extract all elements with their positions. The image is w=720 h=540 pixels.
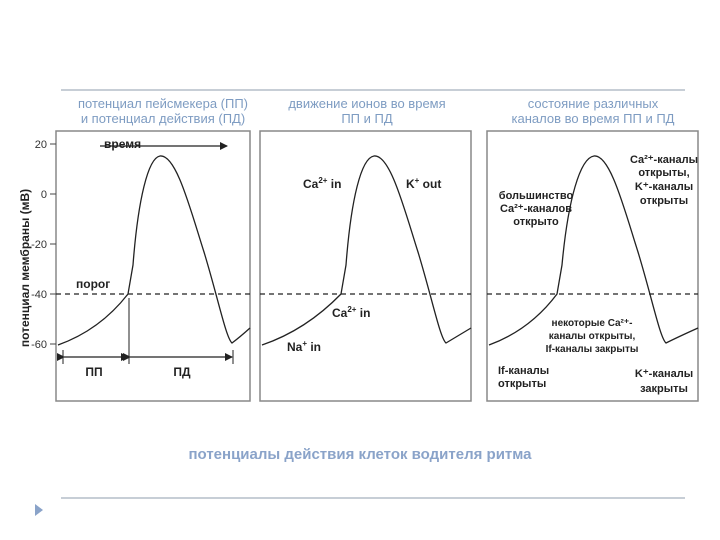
pd-label: ПД — [173, 365, 191, 379]
y-tick-20: 20 — [34, 139, 47, 151]
svg-text:Ca²⁺-каналов: Ca²⁺-каналов — [500, 203, 572, 215]
svg-text:закрыты: закрыты — [640, 383, 688, 395]
svg-text:открыты: открыты — [639, 195, 689, 207]
y-tick-minus20: -20 — [31, 239, 47, 251]
svg-text:открыты,: открыты, — [638, 167, 690, 179]
svg-text:большинство: большинство — [498, 190, 574, 202]
ion-label-k-out: K+ out — [406, 176, 442, 191]
panel1-header-line1: потенциал пейсмекера (ПП) — [77, 96, 248, 111]
svg-text:Ca²⁺-каналы: Ca²⁺-каналы — [630, 154, 698, 166]
svg-text:K⁺-каналы: K⁺-каналы — [634, 368, 694, 380]
ion-label-ca-in-top: $Ca^{2+}$ in — [303, 176, 342, 191]
svg-text:каналы открыты,: каналы открыты, — [548, 331, 636, 342]
svg-text:открыты: открыты — [498, 378, 547, 390]
panel1-frame — [56, 131, 250, 401]
y-tick-minus40: -40 — [31, 289, 47, 301]
svg-text:If-каналы закрыты: If-каналы закрыты — [545, 344, 639, 355]
label-if-open — [498, 365, 549, 390]
ion-label-na-in: Na+ in — [287, 339, 322, 354]
label-ca-k-open — [630, 154, 698, 207]
next-slide-icon[interactable] — [35, 504, 43, 516]
svg-text:K⁺-каналы: K⁺-каналы — [634, 181, 694, 193]
panel3-header-line2: каналов во время ПП и ПД — [511, 111, 675, 126]
ap-curve-panel1 — [58, 156, 250, 345]
panel1-header-line2: и потенциал действия (ПД) — [80, 111, 246, 126]
footer-title: потенциалы действия клеток водителя ритма — [188, 446, 532, 463]
y-axis — [31, 139, 56, 351]
threshold-label: порог — [76, 277, 111, 291]
panel2-header-line2: ПП и ПД — [341, 111, 393, 126]
y-tick-minus60: -60 — [31, 339, 47, 351]
svg-text:If-каналы: If-каналы — [498, 365, 550, 377]
panel2-frame — [260, 131, 471, 401]
y-tick-0: 0 — [40, 189, 47, 201]
label-most-ca-open — [499, 190, 574, 228]
svg-text:открыто: открыто — [513, 216, 559, 228]
y-axis-label: потенциал мембраны (мВ) — [18, 188, 32, 348]
panel2-header-line1: движение ионов во время — [288, 96, 446, 111]
label-k-closed — [635, 368, 693, 395]
label-some-ca-open — [546, 318, 639, 355]
panel3-header-line1: состояние различных — [527, 96, 659, 111]
pp-label: ПП — [85, 365, 103, 379]
time-label: время — [104, 137, 142, 151]
svg-text:некоторые Ca²⁺-: некоторые Ca²⁺- — [551, 318, 633, 329]
ion-label-ca-in-mid: $Ca^{2+}$ in — [332, 305, 371, 320]
